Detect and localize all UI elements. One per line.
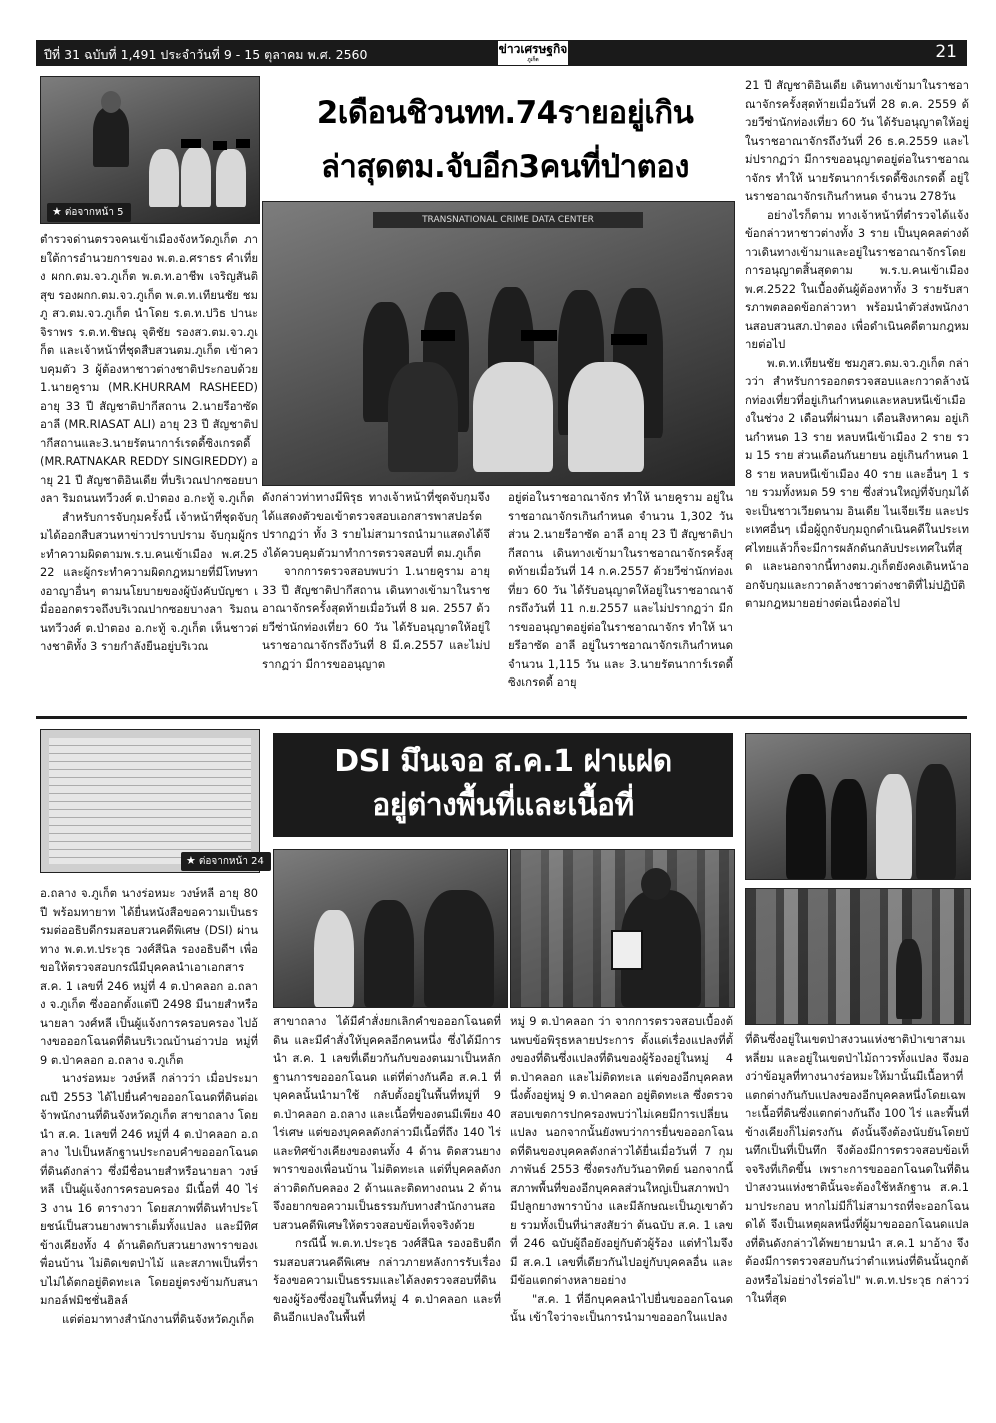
- page-header: [36, 40, 967, 66]
- continued-badge: [47, 203, 131, 222]
- story2-column-4: [745, 1030, 969, 1374]
- story2-paragraph: อ.ถลาง จ.ภูเก็ต นางร่อหมะ วงษ์หลี อายุ 80 ปี พร้อมทายาท ได้ยื่นหนังสือขอความเป็นธรรมต่ออธิบดีกรมสอบสวนคดีพิเศษ (DSI) ผ่านทาง พ.ต.ท.ประวุธ วงศ์สีนิล รองอธิบดีฯ เพื่อขอให้ตรวจสอบกรณีมีบุคคลนำเอาเอกสาร ส.ค. 1 เลขที่ 246 หมู่ที่ 4 ต.ป่าคลอก อ.ถลาง จ.ภูเก็ต ซึ่งออกตั้งแต่ปี 2498 มีนายสำหรือ นายลา วงศ์หลี เป็นผู้แจ้งการครอบครอง ไปอ้างขอออกโฉนดที่ดินบริเวณบ้านอ่าวปอ หมู่ที่ 9 ต.ป่าคลอก อ.ถลาง จ.ภูเก็ต: [40, 886, 258, 1067]
- story2-headline-line2: อยู่ต่างพื้นที่และเนื้อที่: [372, 788, 634, 823]
- story2-paragraph: แต่ต่อมาทางสำนักงานที่ดินจังหวัดภูเก็ต: [62, 1311, 255, 1326]
- story2-paragraph: สาขาถลาง ได้มีคำสั่งยกเลิกคำขอออกโฉนดที่ดิน และมีคำสั่งให้บุคคลอีกคนหนึ่ง ซึ่งได้มีการนำ ส.ค. 1 เลขที่เดียวกันกับของตนมาเป็นหลักฐานการขอออกโฉนด แต่ที่ต่างกันคือ ส.ค.1 ที่บุคคลนั้นนำมาใช้ กลับตั้งอยู่ในพื้นที่หมู่ที่ 9 ต.ป่าคลอก อ.ถลาง และเนื้อที่ของตนมีเพียง 40 ไร่เศษ แต่ของบุคคลดังกล่าวมีเนื้อที่ถึง 140 ไร่ และทิศข้างเคียงของตนทั้ง 4 ด้าน ติดสวนยางพาราของเพื่อนบ้าน ไม่ติดทะเล แต่ที่บุคคลดังกล่าวติดกับคลอง 2 ด้านและติดทางถนน 2 ด้าน จึงอยากขอความเป็นธรรมกับทางสำนักงานสอบสวนคดีพิเศษให้ตรวจสอบข้อเท็จจริงด้วย: [273, 1014, 501, 1232]
- story2-column-2: [273, 1012, 501, 1374]
- continued-badge-label: ต่อจากหน้า 24: [198, 856, 264, 867]
- story1-headline-line2: ล่าสุดตม.จับอีก3คนที่ป่าตอง: [321, 149, 689, 185]
- crime-center-banner: TRANSNATIONAL CRIME DATA CENTER: [373, 212, 643, 228]
- logo-text: ข่าวเศรษฐกิจ: [498, 42, 568, 56]
- story1-column-2: [262, 488, 490, 712]
- story2-paragraph: ที่ดินซึ่งอยู่ในเขตป่าสงวนแห่งชาติป่าเขาสามเหลี่ยม และอยู่ในเขตป่าไม้ถาวรทั้งแปลง จึงมองว่าข้อมูลที่ทางนางร่อหมะให้มานั้นมีเนื้อหาที่แตกต่างกันกับแปลงของอีกบุคคลหนึ่งโดยเฉพาะเนื้อที่ดินซึ่งแตกต่างกันถึง 100 ไร่ และพื้นที่ข้างเคียงก็ไม่ตรงกัน ดังนั้นจึงต้องนับยันโดยบันทึกเป็นที่เป็นทึก จึงต้องมีการตรวจสอบข้อเท็จจริงที่เกิดขึ้น เพราะการขอออกโฉนดในที่ดินป่าสงวนแห่งชาตินั้นจะต้องใช้หลักฐาน ส.ค.1 มาประกอบ หากไม่มีก็ไม่สามารถที่จะออกโฉนดได้ จึงเป็นเหตุผลหนึ่งที่ผู้มาขอออกโฉนดแปลงที่ดินดังกล่าวได้พยายามนำ ส.ค.1 มาอ้าง จึงต้องมีการตรวจสอบกันว่าตำแหน่งที่ดินนั้นถูกต้องหรือไม่อย่างไรต่อไป" พ.ต.ท.ประวุธ กล่าวว่าในที่สุด: [745, 1032, 969, 1305]
- story1-column-4: [745, 76, 969, 712]
- issue-info: ปีที่ 31 ฉบับที่ 1,491 ประจำวันที่ 9 - 15 ตุลาคม พ.ศ. 2560: [44, 47, 368, 62]
- story1-paragraph: จากการตรวจสอบพบว่า 1.นายคูราม อายุ 33 ปี สัญชาติปากีสถาน เดินทางเข้ามาในราชอาณาจักรครั้งสุดท้ายเมื่อวันที่ 8 มค. 2557 ด้วยวีซ่านักท่องเที่ยว 60 วัน ได้รับอนุญาตให้อยู่ในราชอาณาจักรถึงวันที่ 8 มี.ค.2557 และไม่ปรากฏว่า มีการขออนุญาต: [262, 564, 490, 671]
- story2-headline-line1: DSI มึนเจอ ส.ค.1 ฝาแฝด: [334, 744, 672, 779]
- story1-paragraph: สำหรับการจับกุมครั้งนี้ เจ้าหน้าที่ชุดจับกุมได้ออกสืบสวนหาข่าวปราบปราม จับกุมผู้กระทำความผิดตามพ.ร.บ.คนเข้าเมือง พ.ศ.2522 และผู้กระทำความผิดกฎหมายที่มีโทษทางอาญาอื่นๆ ตามนโยบายของผู้บังคับบัญชา เมื่อออกตรวจถึงบริเวณปากซอยบางลา ริมถนนทวีวงศ์ ต.ป่าตอง อ.กะทู้ จ.ภูเก็ต เห็นชาวต่างชาติทั้ง 3 รายกำลังยืนอยู่บริเวณ: [40, 509, 258, 653]
- story2-photo-forest: [745, 888, 971, 1025]
- story2-photo-inspection: [273, 849, 508, 1008]
- story2-headline: [273, 740, 733, 828]
- story1-column-1: [40, 230, 258, 712]
- story1-main-photo: [262, 201, 735, 486]
- continued-badge: [181, 852, 271, 871]
- story1-column-3: [508, 488, 733, 712]
- logo-subtext: ภูเก็ต: [527, 57, 539, 63]
- story2-paragraph: กรณีนี้ พ.ต.ท.ประวุธ วงศ์สีนิล รองอธิบดีกรมสอบสวนคดีพิเศษ กล่าวภายหลังการรับเรื่องร้องขอความเป็นธรรมและได้ลงตรวจสอบที่ดินของผู้ร้องซึ่งอยู่ในพื้นที่หมู่ 4 ต.ป่าคลอก และที่ดินอีกแปลงในพื้นที่: [273, 1236, 501, 1324]
- story1-headline-line1: 2เดือนชิวนทท.74รายอยู่เกิน: [316, 95, 694, 131]
- story1-paragraph: 21 ปี สัญชาติอินเดีย เดินทางเข้ามาในราชอาณาจักรครั้งสุดท้ายเมื่อวันที่ 28 ต.ค. 2559 ด้วยวีซ่านักท่องเที่ยว 60 วัน ได้รับอนุญาตให้อยู่ในราชอาณาจักรถึงวันที่ 26 ธ.ค.2559 และไม่ปรากฏว่า มีการขออนุญาตอยู่ต่อในราชอาณาจักร ทำให้ นายรัตนาการ์เรดดี้ซิงเกรดดี้ อยู่ในราชอาณาจักรเกินกำหนด จำนวน 278วัน: [745, 78, 969, 203]
- story1-headline: [270, 86, 740, 194]
- story1-paragraph: ตำรวจด่านตรวจคนเข้าเมืองจังหวัดภูเก็ต ภายใต้การอำนวยการของ พ.ต.อ.ศราธร คำเที่ยง ผกก.ตม.จว.ภูเก็ต พ.ต.ท.อาชีพ เจริญสันติสุข รองผกก.ตม.จว.ภูเก็ต พ.ต.ท.เทียนชัย ชมภู สว.ตม.จว.ภูเก็ต นำโดย ร.ต.ท.ปวิธ ปานะจิราพร ร.ต.ท.ชิษณุ จุติชัย รองสว.ตม.จว.ภูเก็ต และเจ้าหน้าที่ชุดสืบสวนตม.ภูเก็ต เข้าควบคุมตัว 3 ผู้ต้องหาชาวต่างชาติประกอบด้วย 1.นายคูราม (MR.KHURRAM RASHEED) อายุ 33 ปี สัญชาติปากีสถาน 2.นายรีอาซัด อาลี (MR.RIASAT ALI) อายุ 23 ปี สัญชาติปากีสถานและ3.นายรัตนาการ์เรดดี้ซิงเกรดดี้ (MR.RATNAKAR REDDY SINGIREDDY) อายุ 21 ปี สัญชาติอินเดีย ที่บริเวณปากซอยบางลา ริมถนนทวีวงศ์ ต.ป่าตอง อ.กะทู้ จ.ภูเก็ต: [40, 232, 258, 505]
- story2-document-photo: [40, 729, 264, 873]
- story2-photo-group: [745, 733, 971, 880]
- story2-paragraph: "ส.ค. 1 ที่อีกบุคคลนำไปยื่นขอออกโฉนดนั้น เข้าใจว่าจะเป็นการนำมาขอออกในแปลง: [510, 1291, 733, 1324]
- story2-paragraph: นางร่อหมะ วงษ์หลี กล่าวว่า เมื่อประมาณปี 2553 ได้ไปยื่นคำขอออกโฉนดที่ดินต่อเจ้าพนักงานที่ดินจังหวัดภูเก็ต สาขาถลาง โดยนำ ส.ค. 1เลขที่ 246 หมู่ที่ 4 ต.ป่าคลอก อ.ถลาง ไปเป็นหลักฐานประกอบคำขอออกโฉนดที่ดินดังกล่าว ซึ่งมีชื่อนายสำหรือนายลา วงษ์หลี เป็นผู้แจ้งการครอบครอง มีเนื้อที่ 40 ไร่ 3 งาน 16 ตารางวา โดยสภาพที่ดินทำประโยชน์เป็นสวนยางพาราเต็มทั้งแปลง และมีทิศข้างเคียงทั้ง 4 ด้านติดกับสวนยางพาราของเพื่อนบ้าน ไม่ติดเขตป่าไม้ และสภาพเป็นที่ราบไม่ได้ตกอยู่ติดทะเล โดยอยู่ตรงข้ามกับสนามกอล์ฟมิชชั่นฮิลล์: [40, 1071, 258, 1307]
- newspaper-logo: [498, 41, 568, 65]
- story1-paragraph: ดังกล่าวท่าทางมีพิรุธ ทางเจ้าหน้าที่ชุดจับกุมจึงได้แสดงตัวขอเข้าตรวจสอบเอกสารพาสปอร์ต ปรากฏว่า ทั้ง 3 รายไม่สามารถนำมาแสดงได้จึงได้ควบคุมตัวมาทำการตรวจสอบที่ ตม.ภูเก็ต: [262, 490, 490, 560]
- story2-column-3: [510, 1012, 733, 1374]
- story1-thumbnail-photo: [40, 76, 260, 224]
- continued-badge-label: ต่อจากหน้า 5: [64, 207, 124, 218]
- story1-paragraph: อย่างไรก็ตาม ทางเจ้าหน้าที่ตำรวจได้แจ้งข้อกล่าวหาชาวต่างทั้ง 3 ราย เป็นบุคคลต่างด้าวเดินทางเข้ามาและอยู่ในราชอาณาจักรโดยการอนุญาตสิ้นสุดตาม พ.ร.บ.คนเข้าเมือง พ.ศ.2522 ในเบื้องต้นผู้ต้องหาทั้ง 3 รายรับสารภาพตลอดข้อกล่าวหา พร้อมนำตัวส่งพนักงานสอบสวนสภ.ป่าตอง เพื่อดำเนินคดีตามกฎหมายต่อไป: [745, 207, 969, 351]
- star-icon: ★: [186, 854, 196, 867]
- story2-paragraph: หมู่ 9 ต.ป่าคลอก ว่า จากการตรวจสอบเบื้องต้นพบข้อพิรุธหลายประการ ตั้งแต่เรื่องแปลงที่ตั้งของที่ดินซึ่งแปลงที่ดินของผู้ร้องอยู่ในหมู่ 4 ต.ป่าคลอก และไม่ติดทะเล แต่ของอีกบุคคลหนึ่งตั้งอยู่หมู่ 9 ต.ป่าคลอก อยู่ติดทะเล ซึ่งตรวจสอบเขตการปกครองพบว่าไม่เคยมีการเปลี่ยนแปลง นอกจากนั้นยังพบว่าการยื่นขอออกโฉนดที่ดินของบุคคลดังกล่าวได้ยื่นเมื่อวันที่ 7 กุมภาพันธ์ 2553 ซึ่งตรงกับวันอาทิตย์ นอกจากนี้สภาพพื้นที่ของอีกบุคคลส่วนใหญ่เป็นสภาพป่า มีปลูกยางพาราบ้าง และมีลักษณะเป็นภูเขาด้วย รวมทั้งเป็นที่น่าสงสัยว่า ต้นฉบับ ส.ค. 1 เลขที่ 246 ฉบับผู้ถือยังอยู่กับตัวผู้ร้อง แต่ทำไมจึงมี ส.ค.1 เลขที่เดียวกันไปอยู่กับบุคคลอื่น และมีข้อแตกต่างหลายอย่าง: [510, 1014, 733, 1287]
- story2-photo-tablet: [510, 849, 735, 1008]
- story1-paragraph: พ.ต.ท.เทียนชัย ชมภูสว.ตม.จว.ภูเก็ต กล่าวว่า สำหรับการออกตรวจสอบและกวาดล้างนักท่องเที่ยวที่อยู่เกินกำหนดและหลบหนีเข้าเมืองในช่วง 2 เดือนที่ผ่านมา เดือนสิงหาคม อยู่เกินกำหนด 13 ราย หลบหนีเข้าเมือง 2 ราย รวม 15 ราย ส่วนเดือนกันยายน อยู่เกินกำหนด 18 ราย หลบหนีเข้าเมือง 40 ราย และอื่นๆ 1 ราย รวมทั้งหมด 59 ราย ซึ่งส่วนใหญ่ที่จับกุมได้จะเป็นชาวเวียดนาม อินเดีย ไนเจียเรีย และประเทศอื่นๆ เมื่อผู้ถูกจับกุมถูกดำเนินคดีในประเทศไทยแล้วก็จะมีการผลักดันกลับประเทศในที่สุด และนอกจากนี้ทางตม.ภูเก็ตยังคงเดินหน้าออกจับกุมและกวาดล้างชาวต่างชาติที่ไม่ปฏิบัติตามกฎหมายอย่างต่อเนื่องต่อไป: [745, 355, 969, 610]
- story2-column-1: [40, 884, 258, 1374]
- story1-paragraph: อยู่ต่อในราชอาณาจักร ทำให้ นายคูราม อยู่ในราชอาณาจักรเกินกำหนด จำนวน 1,302 วัน ส่วน 2.นายรีอาซัด อาลี อายุ 23 ปี สัญชาติปากีสถาน เดินทางเข้ามาในราชอาณาจักรครั้งสุดท้ายเมื่อวันที่ 14 ก.ค.2557 ด้วยวีซ่านักท่องเที่ยว 60 วัน ได้รับอนุญาตให้อยู่ในราชอาณาจักรถึงวันที่ 11 ก.ย.2557 และไม่ปรากฏว่า มีการขออนุญาตอยู่ต่อในราชอาณาจักร ทำให้ นายรีอาซัด อาลี อยู่ในราชอาณาจักรเกินกำหนด จำนวน 1,115 วัน และ 3.นายรัตนาการ์เรดดี้ซิงเกรดดี้ อายุ: [508, 490, 733, 689]
- section-divider: [36, 716, 967, 719]
- star-icon: ★: [52, 205, 62, 218]
- page-number: 21: [935, 42, 957, 62]
